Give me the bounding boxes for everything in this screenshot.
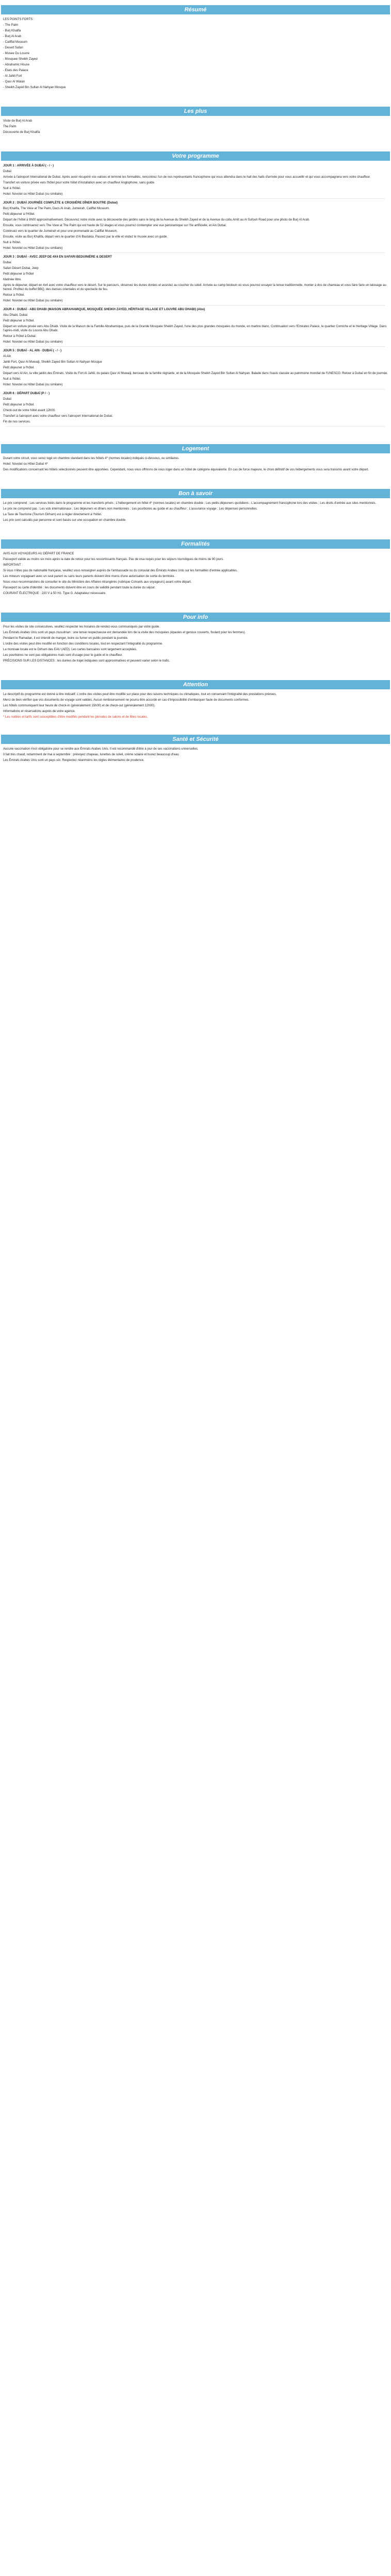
pour-info-text <box>0 625 391 663</box>
formalites-line: Passeport valide au moins six mois après la date de retour pour les ressortissants français. Pas de visa requis pour les séjours touristiques de moins de 90 jours. <box>3 558 224 561</box>
day-text: Hotel: Novotel ou Hôtel Dubaï (ou similaire) <box>3 341 63 344</box>
bon-line: Le prix ne comprend pas : Les vols internationaux ; Les déjeuners et dîners non mentionnés ; Les pourboires au guide et au chauffeur ; L'assurance voyage ; Les dépenses personnelles. <box>3 507 258 511</box>
day-text: Ensuite, vous continuerez vers The View at The Palm qui est haute de 52 étages et vous pourrez contempler une vue panoramique sur l'île artificielle, et Ain Dubaï. <box>3 224 227 227</box>
programme-days <box>0 164 391 427</box>
sante-line: Les Émirats Arabes Unis sont un pays sûr. Respectez néanmoins les règles élémentaires de prudence. <box>3 759 144 762</box>
section-header-attention: Attention <box>1 680 390 689</box>
day-text: Al Ain <box>3 355 11 358</box>
attention-line: Informations et réservations auprès de votre agence. <box>3 710 76 713</box>
day-text: Petit déjeuner à l'hôtel <box>3 273 34 276</box>
info-line: Pendant le Ramadan, il est interdit de manger, boire ou fumer en public pendant la journée. <box>3 637 128 640</box>
resume-line: - Mosquee Sheikh Zayed <box>3 58 38 61</box>
logement-line: Des modifications concernant les hôtels sélectionnés peuvent être apportées. Cependant, nous vous offrirons de vous loger dans un hôtel de catégorie équivalente. En cas de force majeure, le choix définitif de vos hébergements vous sera transmis avant votre départ. <box>3 468 369 471</box>
section-header-plus: Les plus <box>1 107 390 116</box>
day-text: Petit déjeuner à l'hôtel. <box>3 403 35 406</box>
bon-line: Les prix sont calculés par personne et sont basés sur une occupation en chambre double. <box>3 519 126 522</box>
day-text: Départ en voiture privée vers Abu Dhabi. Visite de la Maison de la Famille Abrahamique, puis de la Grande Mosquée Sheikh Zayed, l'une des plus grandes mosquées du monde, en marbre blanc. Continuation vers l'Emirates Palace, le quartier Corniche et le Heritage Village. Dans l'après-midi, visite du Louvre Abu Dhabi. <box>3 325 387 332</box>
day-text: Hotel: Novotel ou Hôtel Dubaï (ou similaire) <box>3 247 63 250</box>
formalites-text <box>0 552 391 596</box>
day-text: Petit déjeuner à l'Hôtel. <box>3 213 35 216</box>
sante-line: Aucune vaccination n'est obligatoire pour se rendre aux Émirats Arabes Unis. Il est recommandé d'être à jour de ses vaccinations universelles. <box>3 748 199 751</box>
divider <box>6 305 385 306</box>
formalites-line: AVIS AUX VOYAGEURS AU DÉPART DE FRANCE <box>3 552 74 555</box>
section-header-sante: Santé et Sécurité <box>1 735 390 744</box>
formalites-line: Nous vous recommandons de consulter le site du Ministère des Affaires étrangères (rubrique Conseils aux voyageurs) avant votre départ. <box>3 581 192 584</box>
resume-line: - Musee Du Louvre <box>3 52 30 55</box>
info-line: Pour les visites de site consécutives, veuillez respecter les horaires de rendez-vous communiqués par votre guide. <box>3 625 160 629</box>
day-text: Petit déjeuner à l'hôtel. <box>3 366 35 369</box>
resume-line: - Sheikh Zayed Bin Sultan Al Nahyan Mosque <box>3 86 66 89</box>
day-text: Check-out de votre hôtel avant 12h00. <box>3 409 56 412</box>
formalites-line: Si vous n'êtes pas de nationalité française, veuillez vous renseigner auprès de l'ambassade ou du consulat des Émirats Arabes Unis sur les formalités d'entrée applicables. <box>3 569 238 572</box>
attention-line: Le descriptif du programme est donné à titre indicatif. L'ordre des visites peut être modifié sur place pour des raisons techniques ou climatiques, tout en conservant l'intégralité des prestations prévues. <box>3 693 277 696</box>
plus-list <box>0 119 391 134</box>
day-text: Dubaï <box>3 170 12 173</box>
section-header-formalites: Formalités <box>1 539 390 549</box>
day-text: Retour à l'hôtel. <box>3 294 25 297</box>
day-heading: JOUR 6 : DÉPART DUBAÏ (P / - ) <box>3 392 50 395</box>
plus-line: The Palm <box>3 125 17 128</box>
attention-text <box>0 692 391 714</box>
attention-line: Les hôtels communiquent leur heure de check-in (généralement 15h00) et de check-out (généralement 12h00). <box>3 704 156 707</box>
day-text: Safari Désert Dubai, Jeep <box>3 267 39 270</box>
day-text: Ensuite, visite au Burj Khalifa, départ vers le quartier d'Al Bastakia. Passez par la ville et visitez le musée avec un guide. <box>3 235 168 239</box>
divider <box>6 426 385 427</box>
resume-line: - Califfat Museum <box>3 41 27 44</box>
bon-line: Le prix comprend : Les services listés dans le programme et les transferts privés ; L'hébergement en hôtel 4* (normes locales) en chambre double ; Les petits-déjeuners quotidiens ; L'accompagnement francophone lors des visites ; Les droits d'entrée aux sites mentionnés. <box>3 502 377 505</box>
bon-a-savoir-text <box>0 501 391 522</box>
day-text: Abu Dhabi, Dubai <box>3 314 28 317</box>
section-header-bon-a-savoir: Bon à savoir <box>1 489 390 498</box>
day-text: Départ vers Al Ain, la ville jardin des Émirats. Visite du Fort Al Jahili, du palais Qasr Al Muwaiji, berceau de la famille régnante, et de la Mosquée Sheikh Zayed Bin Sultan Al Nahyan. Balade dans l'oasis classée au patrimoine mondial de l'UNESCO. Retour à Dubaï en fin de journée. <box>3 372 388 375</box>
day-text: Hotel: Novotel ou Hôtel Dubaï (ou similaire) <box>3 383 63 386</box>
info-line: La monnaie locale est le Dirham des EAU (AED). Les cartes bancaires sont largement acceptées. <box>3 648 137 651</box>
plus-line: Visite de Burj Al Arab <box>3 120 32 123</box>
divider <box>6 198 385 199</box>
section-header-pour-info: Pour info <box>1 613 390 622</box>
resume-line: - Abrahamic House <box>3 63 30 66</box>
day-text: Fin de nos services. <box>3 420 31 423</box>
day-heading: JOUR 3 : DUBAÏ - AVEC JEEP DE 4X4 EN SAFARI BEDUINIÈRE & DESERT <box>3 256 112 259</box>
day-heading: JOUR 5 : DUBAÏ - AL AIN - DUBAÏ ( - / - ) <box>3 349 62 352</box>
formalites-line: COURANT ÉLECTRIQUE : 220 V à 50 Hz. Type G. Adaptateur nécessaire. <box>3 592 106 595</box>
resume-line: - Desert Safari <box>3 46 23 49</box>
sante-text <box>0 747 391 762</box>
day-text: Arrivée à l'aéroport International de Dubaï. Après avoir récupéré vos valises et terminé les formalités, rencontrez l'un de nos représentants francophone qui vous attendra dans le hall des halls d'arrivée pour vous accueillir et qui vous accompagnera vers votre chauffeur. <box>3 176 371 179</box>
resume-list <box>0 18 391 90</box>
bon-line: La Taxe de Tourisme (Tourism Dirham) est à régler directement à l'hôtel. <box>3 513 102 516</box>
logement-line: Hotel: Novotel ou Hôtel Dubaï 4* <box>3 463 48 466</box>
day-text: Retour à l'hôtel à Dubaï. <box>3 335 37 338</box>
plus-line: Découverte de Burj Khalifa <box>3 131 40 134</box>
day-heading: JOUR 2 : DUBAÏ JOURNÉE COMPLÈTE & CROISIÈRE DÎNER BOUTRE (Dubai) <box>3 201 118 205</box>
day-text: Nuit à l'hôtel. <box>3 378 21 381</box>
day-text: Départ de l'hôtel à 9h00 approximativement. Découvrez notre visite avec la découverte des jardins sans le long de la Avenue du Sheikh Zayed et de la Avenue du collu.Arrêt au Al Sufouh Road pour une photo de Burj Al Arab. <box>3 218 310 222</box>
day-text: Hotel: Novotel ou Hôtel Dubaï (ou similaire) <box>3 299 63 302</box>
day-text: Dubaï <box>3 398 12 401</box>
day-text: Après le déjeuner, départ en 4x4 avec votre chauffeur vers le désert. Sur le parcours, observez les dunes dorées et assistez au coucher du soleil. Arrivée au camp bédouin où vous pourrez essayer la tenue traditionnelle, monter à dos de chameau et vous faire faire un tatouage au henné. Profitez du buffet BBQ, des danses orientales et du spectacle de feu. <box>3 284 386 291</box>
logement-line: Durant votre circuit, vous serez logé en chambre standard dans les hôtels 4* (normes locales) indiqués ci-dessous, ou similaires. <box>3 457 180 460</box>
day-heading: JOUR 1 : ARRIVÉE À DUBAÏ ( - / - ) <box>3 164 54 167</box>
day-text: Burj Khalifa, The View at The Palm, Dacs Al Arab, Jumeirah, Califfat Museum. <box>3 207 110 210</box>
section-header-programme: Votre programme <box>1 151 390 161</box>
divider <box>6 346 385 347</box>
day-text: Petit déjeuner à l'hôtel. <box>3 319 35 323</box>
resume-line: - The Palm <box>3 24 19 27</box>
info-line: PRÉCISIONS SUR LES DISTANCES : les durées de trajet indiquées sont approximatives et peuvent varier selon le trafic. <box>3 659 170 663</box>
formalites-line: IMPORTANT : <box>3 564 23 567</box>
formalites-line: Les mineurs voyageant avec un seul parent ou sans leurs parents doivent être munis d'une autorisation de sortie du territoire. <box>3 575 175 578</box>
day-text: Dubai <box>3 261 11 264</box>
formalites-line: Passeport ou carte d'identité : les documents doivent être en cours de validité pendant toute la durée du séjour. <box>3 586 156 589</box>
day-text: Hotel: Novotel ou Hôtel Dubaï (ou similaire) <box>3 193 63 196</box>
info-line: Les Émirats Arabes Unis sont un pays musulman : une tenue respectueuse est demandée lors de la visite des mosquées (épaules et genoux couverts, foulard pour les femmes). <box>3 631 246 634</box>
day-text: Matinée libre. <box>3 278 22 281</box>
page <box>0 0 391 762</box>
section-header-resume: Résumé <box>1 5 390 14</box>
resume-line: - Al Jahili Fort <box>3 75 22 78</box>
resume-line: - Burj Al Arab <box>3 35 22 38</box>
attention-line: Merci de bien vérifier que vos documents de voyage sont valides. Aucun remboursement ne pourra être accordé en cas d'impossibilité d'embarquer faute de documents conformes. <box>3 699 250 702</box>
day-text: Nuit à l'hôtel. <box>3 187 21 190</box>
resume-line: - Burj Khalifa <box>3 29 21 32</box>
day-text: Transfert en voiture privée vers l'hôtel pour votre hôtel d'installation avec un chauffeur Anglophone, sans guide. <box>3 181 155 184</box>
resume-line: - Qasr Al Watan <box>3 80 25 83</box>
logement-text <box>0 456 391 472</box>
day-heading: JOUR 4 : DUBAÏ - ABU DHABI (MAISON ABRAHAMIQUE, MOSQUÉE SHEIKH ZAYED, HÉRITAGE VILLAGE ET LOUVRE ABU DHABI) (Abu) <box>3 308 205 311</box>
day-text: Continuez vers le quartier de Jumeirah et pour une promenade au Califfat Museum. <box>3 230 118 233</box>
divider <box>6 252 385 253</box>
resume-line: - Etats des Palace <box>3 69 28 72</box>
day-text: Transfert à l'aéroport avec votre chauffeur vers l'aéroport International de Dubaï. <box>3 415 113 418</box>
day-text: Jahili Fort, Qasr Al Muwaiji, Sheikh Zayed Bin Sultan Al Nahyan Mosque <box>3 361 102 364</box>
day-text: Nuit à l'hôtel. <box>3 241 21 244</box>
attention-note: * Les nuitées et tarifs sont susceptibles d'être modifiés pendant les périodes de salons et de fêtes locales. <box>3 716 148 719</box>
section-header-logement: Logement <box>1 444 390 453</box>
info-line: L'ordre des visites peut être modifié en fonction des conditions locales, tout en respectant l'intégralité du programme. <box>3 642 163 646</box>
sante-line: Il fait très chaud, notamment de mai à septembre : prévoyez chapeau, lunettes de soleil, crème solaire et buvez beaucoup d'eau. <box>3 753 180 756</box>
resume-line: LES POINTS FORTS : <box>3 18 35 21</box>
info-line: Les pourboires ne sont pas obligatoires mais sont d'usage pour le guide et le chauffeur. <box>3 654 123 657</box>
